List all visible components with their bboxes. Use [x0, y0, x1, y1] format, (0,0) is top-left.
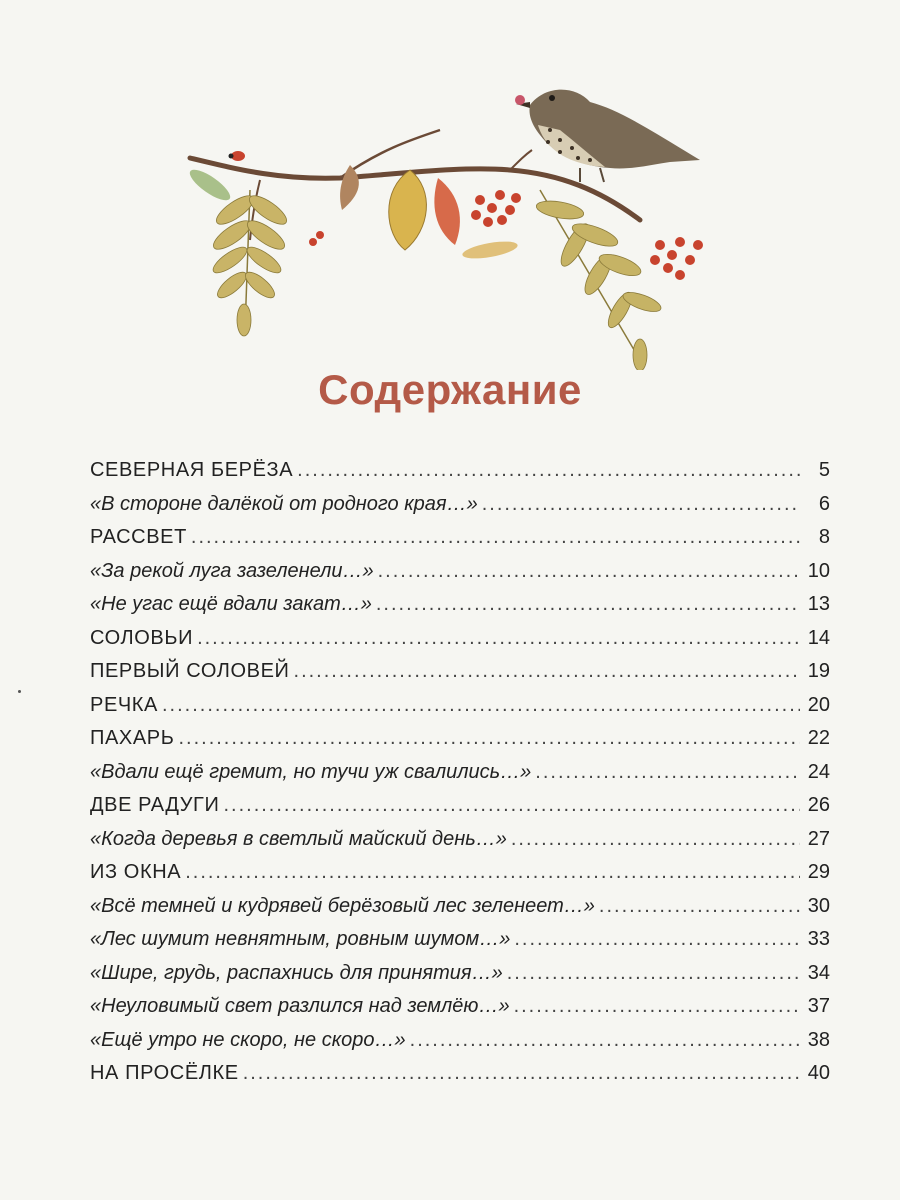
- toc-leader-dots: [294, 655, 800, 689]
- toc-leader-dots: [599, 890, 800, 924]
- toc-leader-dots: [511, 823, 800, 857]
- toc-entry-title: «В стороне далёкой от родного края…»: [90, 492, 478, 515]
- toc-leader-dots: [410, 1024, 800, 1058]
- toc-entry[interactable]: [90, 488, 830, 522]
- toc-entry-page: 13: [807, 593, 830, 615]
- toc-entry-title: «Всё темней и кудрявей берёзовый лес зеленеет…»: [90, 894, 595, 917]
- toc-entry-page: 27: [807, 827, 830, 850]
- toc-entry-title: «Не угас ещё вдали закат…»: [90, 593, 372, 615]
- toc-leader-dots: [223, 789, 800, 823]
- toc-entry-title: ПЕРВЫЙ СОЛОВЕЙ: [90, 660, 290, 682]
- toc-entry[interactable]: [90, 588, 830, 622]
- toc-entry-title: ПАХАРЬ: [90, 727, 175, 749]
- toc-entry-page: 29: [807, 861, 830, 883]
- toc-leader-dots: [297, 454, 800, 488]
- toc-entry[interactable]: [90, 990, 830, 1024]
- toc-entry-page: 20: [807, 693, 830, 716]
- toc-entry[interactable]: [90, 856, 830, 890]
- toc-entry-page: 14: [807, 626, 830, 649]
- toc-entry[interactable]: [90, 655, 830, 689]
- toc-leader-dots: [507, 957, 800, 991]
- toc-entry-page: 6: [818, 492, 830, 515]
- toc-entry-title: СЕВЕРНАЯ БЕРЁЗА: [90, 459, 294, 481]
- toc-entry-title: «Ещё утро не скоро, не скоро…»: [90, 1028, 406, 1051]
- toc-entry-page: 10: [807, 559, 830, 582]
- toc-leader-dots: [376, 588, 800, 622]
- toc-leader-dots: [162, 689, 800, 723]
- toc-entry-page: 26: [807, 794, 830, 816]
- toc-entry-page: 24: [807, 760, 830, 783]
- toc-entry-page: 5: [818, 459, 830, 481]
- toc-leader-dots: [514, 923, 800, 957]
- toc-entry-title: НА ПРОСЁЛКЕ: [90, 1062, 239, 1084]
- toc-leader-dots: [185, 856, 800, 890]
- toc-leader-dots: [178, 722, 800, 756]
- toc-entry-page: 34: [807, 961, 830, 984]
- toc-entry-title: РАССВЕТ: [90, 526, 187, 548]
- toc-entry[interactable]: [90, 1024, 830, 1058]
- toc-leader-dots: [535, 756, 800, 790]
- toc-entry-page: 37: [807, 995, 830, 1017]
- toc-leader-dots: [482, 488, 800, 522]
- toc-entry[interactable]: [90, 890, 830, 924]
- toc-entry-page: 22: [807, 727, 830, 749]
- table-of-contents: [90, 454, 830, 1091]
- toc-entry[interactable]: [90, 689, 830, 723]
- toc-entry[interactable]: [90, 756, 830, 790]
- thrush-bird: [515, 90, 700, 182]
- toc-entry-page: 40: [807, 1062, 830, 1084]
- print-speck: [18, 690, 21, 693]
- toc-leader-dots: [514, 990, 800, 1024]
- toc-leader-dots: [378, 555, 800, 589]
- toc-entry-title: «Шире, грудь, распахнись для принятия…»: [90, 961, 503, 984]
- thrush-rowan-illustration: [180, 70, 720, 370]
- toc-entry-title: «Лес шумит невнятным, ровным шумом…»: [90, 928, 511, 950]
- toc-entry[interactable]: [90, 555, 830, 589]
- toc-entry-page: 19: [807, 660, 830, 682]
- toc-entry[interactable]: [90, 722, 830, 756]
- toc-entry-page: 38: [807, 1028, 830, 1051]
- toc-entry-title: «Вдали ещё гремит, но тучи уж свалились…»: [90, 760, 532, 783]
- toc-entry[interactable]: [90, 454, 830, 488]
- toc-entry-title: «Когда деревья в светлый майский день…»: [90, 827, 507, 850]
- toc-entry-title: РЕЧКА: [90, 693, 158, 716]
- toc-entry-page: 30: [807, 894, 830, 917]
- toc-entry[interactable]: [90, 957, 830, 991]
- toc-entry-title: ИЗ ОКНА: [90, 861, 182, 883]
- toc-entry[interactable]: [90, 923, 830, 957]
- toc-entry[interactable]: [90, 1057, 830, 1091]
- toc-entry-page: 33: [807, 928, 830, 950]
- toc-leader-dots: [197, 622, 800, 656]
- toc-entry-title: ДВЕ РАДУГИ: [90, 794, 220, 816]
- toc-entry-page: 8: [818, 526, 830, 548]
- toc-entry-title: «За рекой луга зазеленели…»: [90, 559, 374, 582]
- toc-leader-dots: [191, 521, 800, 555]
- toc-entry[interactable]: [90, 789, 830, 823]
- toc-entry-title: «Неуловимый свет разлился над землёю…»: [90, 995, 510, 1017]
- toc-entry-title: СОЛОВЬИ: [90, 626, 194, 649]
- toc-leader-dots: [243, 1057, 800, 1091]
- toc-entry[interactable]: [90, 622, 830, 656]
- toc-entry[interactable]: [90, 823, 830, 857]
- page-title: Содержание: [318, 366, 582, 413]
- toc-entry[interactable]: [90, 521, 830, 555]
